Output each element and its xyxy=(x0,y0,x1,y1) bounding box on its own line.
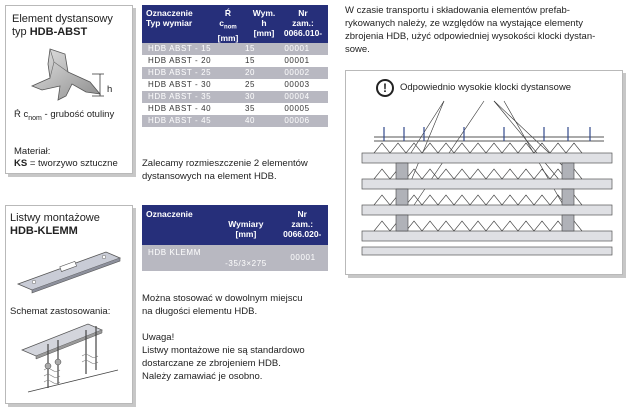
strip-title-line1: Listwy montażowe xyxy=(10,212,100,224)
spacer-card-title xyxy=(12,13,113,39)
intro-line4: sowe. xyxy=(345,44,370,55)
note2-line6: Należy zamawiać je osobno. xyxy=(142,371,263,382)
spacer-table-header xyxy=(142,5,328,43)
header-nr-line1: Nr xyxy=(298,8,308,18)
table-row xyxy=(142,245,328,271)
spacer-title-bold: HDB-ABST xyxy=(29,26,88,38)
warning-icon: ! xyxy=(376,79,394,97)
spacer-recommendation-note xyxy=(142,157,308,183)
row-h: 15 xyxy=(244,56,256,65)
strip-header-dims-line1: Wymiary xyxy=(228,219,264,229)
header-nr-line2: zam.: xyxy=(292,18,314,28)
cnom-description: - grubość otuliny xyxy=(41,109,115,120)
header-type-line2: Typ wymiar xyxy=(146,18,193,28)
header-cnom-sub: nom xyxy=(224,24,237,31)
strip-header-nr-line3: 0066.020- xyxy=(283,229,322,239)
header-cnom-c: c xyxy=(219,18,225,28)
table-row xyxy=(142,79,328,91)
note2-line4: Listwy montażowe nie są standardowo xyxy=(142,345,305,356)
row-type: HDB ABST - 15 xyxy=(148,44,212,53)
mounting-strip-card xyxy=(5,205,133,404)
strip-header-type: Oznaczenie xyxy=(146,209,193,219)
row-nr: 00001 xyxy=(284,56,310,65)
strip-row-dims: -35/3×275 xyxy=(225,259,267,268)
slab-layer xyxy=(362,247,612,255)
row-h: 35 xyxy=(244,104,256,113)
strip-header-nr xyxy=(279,209,326,245)
dimension-h-label: h xyxy=(107,84,113,95)
spacer-table-body xyxy=(142,43,328,127)
material-label: Materiał: xyxy=(14,146,51,157)
intro-line2: rykowanych należy, ze względów na wystające elementy xyxy=(345,18,583,29)
header-col-nr xyxy=(280,8,326,43)
strip-row-nr: 00001 xyxy=(290,253,316,262)
note2-warning: Uwaga! xyxy=(142,332,175,343)
spacer-element-illustration xyxy=(20,44,120,106)
spacer-order-table xyxy=(142,5,328,127)
note1-line2: dystansowych na element HDB. xyxy=(142,171,277,182)
table-row xyxy=(142,67,328,79)
header-col-type xyxy=(144,8,208,43)
row-nr: 00004 xyxy=(284,92,310,101)
row-type: HDB ABST - 35 xyxy=(148,92,212,101)
intro-line1: W czasie transportu i składowania elementów prefab- xyxy=(345,5,570,16)
header-cnom-unit: [mm] xyxy=(217,32,239,43)
row-nr: 00006 xyxy=(284,116,310,125)
header-nr-line3: 0066.010- xyxy=(283,28,323,38)
note2-line1: Można stosować w dowolnym miejscu xyxy=(142,293,303,304)
note2-spacer xyxy=(142,318,305,331)
spacer-title-prefix: typ xyxy=(12,26,30,38)
material-description: = tworzywo sztuczne xyxy=(27,158,118,169)
stacked-elements-diagram xyxy=(354,97,616,267)
table-row xyxy=(142,43,328,55)
row-h: 15 xyxy=(244,44,256,53)
header-col-h xyxy=(248,8,280,43)
stacking-diagram-card xyxy=(345,70,623,275)
row-h: 40 xyxy=(244,116,256,125)
strip-card-title xyxy=(10,212,100,238)
row-nr: 00001 xyxy=(284,44,310,53)
slab-layer xyxy=(362,143,612,163)
strip-row-type: HDB KLEMM xyxy=(148,248,201,257)
transport-intro-text xyxy=(345,4,627,56)
cover-thickness-note xyxy=(14,109,114,125)
row-type: HDB ABST - 25 xyxy=(148,68,212,77)
cnom-subscript: nom xyxy=(28,114,42,122)
row-type: HDB ABST - 40 xyxy=(148,104,212,113)
row-type: HDB ABST - 20 xyxy=(148,56,212,65)
strip-title-line2 xyxy=(10,225,100,238)
row-nr: 00005 xyxy=(284,104,310,113)
application-schema-illustration xyxy=(18,320,126,400)
strip-header-dims-line2: [mm] xyxy=(235,229,257,239)
header-h-line2: h xyxy=(261,18,267,28)
spacer-title-line2 xyxy=(12,26,113,39)
row-type: HDB ABST - 45 xyxy=(148,116,212,125)
row-nr: 00002 xyxy=(284,68,310,77)
table-row xyxy=(142,91,328,103)
note1-line1: Zalecamy rozmieszczenie 2 elementów xyxy=(142,158,308,169)
header-h-line1: Wym. xyxy=(252,8,276,18)
strip-order-table xyxy=(142,205,328,271)
table-row xyxy=(142,103,328,115)
strip-table-header xyxy=(142,205,328,245)
cnom-symbol: Ŕ c xyxy=(14,109,29,120)
table-row xyxy=(142,115,328,127)
strip-usage-note xyxy=(142,292,305,383)
spacer-blocks-callout: Odpowiednio wysokie klocki dystansowe xyxy=(400,82,572,93)
header-h-unit: [mm] xyxy=(253,28,275,38)
mounting-strip-illustration xyxy=(14,244,126,294)
row-h: 20 xyxy=(244,68,256,77)
material-line xyxy=(14,158,118,170)
strip-header-dims xyxy=(213,209,278,245)
spacer-element-card xyxy=(5,5,133,174)
header-cnom-line1: Ŕ xyxy=(224,8,232,18)
header-type-line1: Oznaczenie xyxy=(146,8,193,18)
spacer-title-line1: Element dystansowy xyxy=(12,13,113,25)
intro-line3: zbrojenia HDB, użyć odpowiedniej wysokości klocki dystan- xyxy=(345,31,596,42)
note2-line5: dostarczane ze zbrojeniem HDB. xyxy=(142,358,281,369)
header-col-cnom xyxy=(208,8,248,43)
header-cnom-line2 xyxy=(208,18,248,33)
schema-label: Schemat zastosowania: xyxy=(10,306,111,317)
row-nr: 00003 xyxy=(284,80,310,89)
strip-header-nr-line1: Nr xyxy=(297,209,307,219)
strip-header-nr-line2: zam.: xyxy=(291,219,314,229)
table-row xyxy=(142,55,328,67)
strip-title-bold: HDB-KLEMM xyxy=(10,225,78,237)
row-h: 25 xyxy=(244,80,256,89)
note2-line2: na długości elementu HDB. xyxy=(142,306,258,317)
row-type: HDB ABST - 30 xyxy=(148,80,212,89)
material-note xyxy=(14,146,118,170)
row-h: 30 xyxy=(244,92,256,101)
material-code: KS xyxy=(14,158,28,169)
